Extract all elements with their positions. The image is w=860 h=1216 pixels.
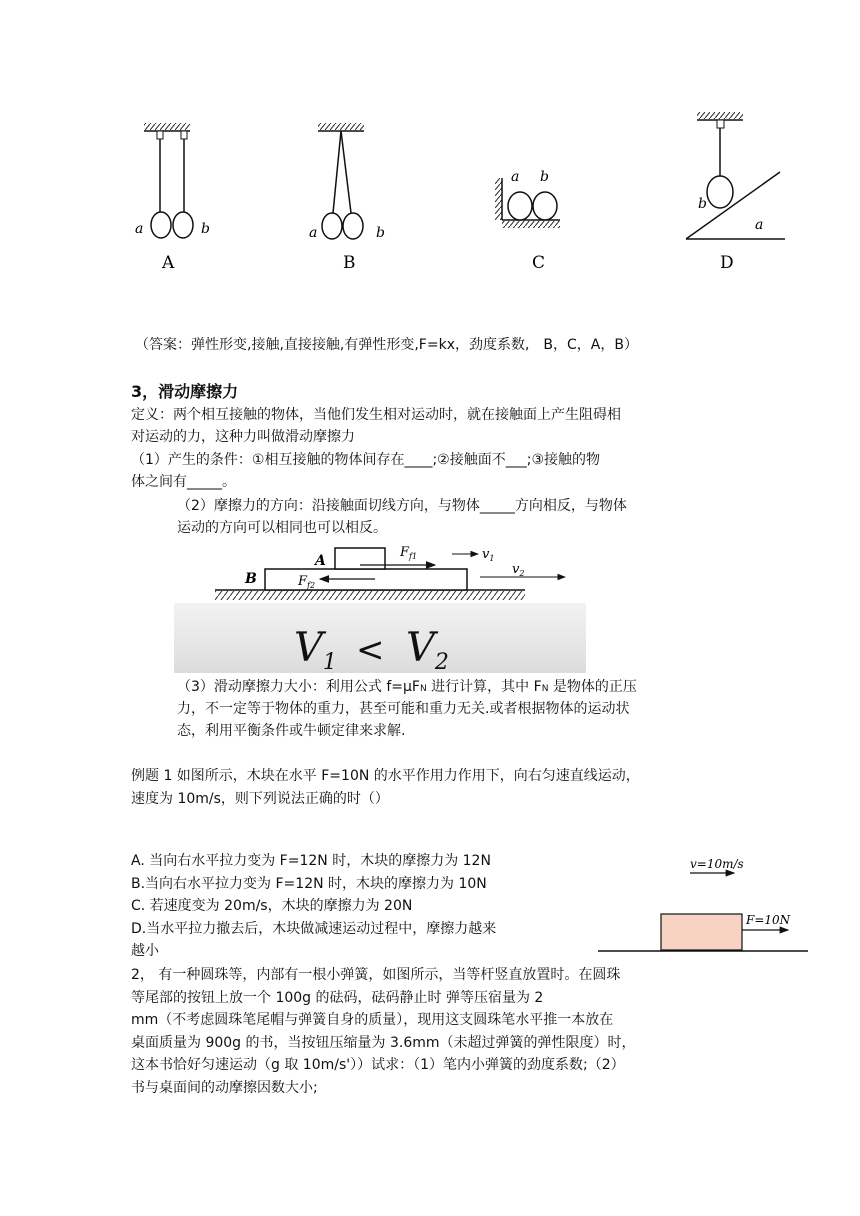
ground	[215, 591, 525, 600]
problem2-line-2: 等尾部的按钮上放一个 100g 的砝码，砝码静止时 弹等压宿量为 2	[131, 990, 544, 1006]
panel-a-diagram	[135, 123, 210, 273]
example1-option-c: C. 若速度变为 20m/s，木块的摩擦力为 20N	[131, 898, 413, 914]
label-b: b	[376, 225, 385, 241]
problem2-line-3: mm（不考虑圆珠笔尾帽与弹簧自身的质量），现用这支圆珠笔水平推一本放在	[131, 1012, 614, 1028]
answer-line: （答案：弹性形变,接触,直接接触,有弹性形变,F=kx，劲度系数, B，C，A，B）	[135, 337, 638, 353]
problem2-line-1: 2， 有一种圆珠等，内部有一根小弹簧，如图所示，当等杆竖直放置时。在圆珠	[131, 967, 621, 983]
velocity-label-v1: $v_1$	[482, 547, 495, 563]
label-a: a	[135, 221, 144, 237]
problem2-line-6: 书与桌面间的动摩擦因数大小;	[131, 1080, 318, 1096]
clamp-a-right	[181, 131, 187, 139]
svg-text:V1: $V_1$	[294, 625, 337, 673]
svg-text:V2: $V_2$	[406, 625, 449, 673]
example1-option-b: B.当向右水平拉力变为 F=12N 时，木块的摩擦力为 10N	[131, 876, 487, 892]
item2-line-2: 运动的方向可以相同也可以相反。	[177, 520, 387, 536]
label-b: b	[201, 221, 210, 237]
item1-line-2: 体之间有_____。	[131, 474, 236, 490]
friction-label-f2: $F_{f2}$	[298, 574, 316, 590]
ball-a-right	[173, 212, 193, 238]
floor-c	[502, 221, 560, 228]
ball-b-right	[343, 213, 363, 239]
pulled-block-figure	[596, 848, 810, 958]
panel-b-diagram	[309, 123, 385, 273]
label-b: b	[540, 169, 549, 185]
clamp-a-left	[157, 131, 163, 139]
panel-label-c: C	[532, 253, 546, 273]
example1-option-d: D.当水平拉力撤去后，木块做减速运动过程中，摩擦力越来	[131, 921, 497, 937]
example1-stem-2: 速度为 10m/s，则下列说法正确的时（）	[131, 791, 389, 807]
velocity-comparison-panel	[174, 603, 586, 673]
example1-stem-1: 例题 1 如图所示，木块在水平 F=10N 的水平作用力作用下，向右匀速直线运动，	[131, 768, 640, 784]
item2-line-1: （2）摩擦力的方向：沿接触面切线方向，与物体_____方向相反，与物体	[177, 498, 627, 514]
velocity-inequality	[174, 603, 586, 673]
ceiling-b	[318, 123, 364, 130]
velocity-label: v=10m/s	[690, 857, 744, 871]
label-a: a	[511, 169, 520, 185]
block-b-label: B	[245, 571, 257, 587]
wooden-block	[661, 914, 742, 950]
friction-label-f1: $F_{f1}$	[400, 545, 418, 561]
panel-d-diagram	[686, 112, 785, 273]
ceiling-a	[144, 123, 190, 130]
ball-c-right	[533, 192, 557, 220]
ball-d	[707, 176, 733, 208]
problem2-line-5: 这本书恰好匀速运动（g 取 10m/s'））试求：（1）笔内小弹簧的劲度系数;（2）	[131, 1057, 625, 1073]
velocity-label-v2: $v_2$	[512, 562, 525, 578]
panel-c-diagram	[495, 169, 560, 273]
ball-c-left	[508, 192, 532, 220]
item3-line-1: （3）滑动摩擦力大小：利用公式 f=μFN 进行计算，其中 FN 是物体的正压	[177, 679, 637, 695]
panel-label-b: B	[343, 253, 356, 273]
label-a: a	[309, 225, 318, 241]
ball-a-left	[151, 212, 171, 238]
force-label: F=10N	[746, 913, 791, 927]
item3-line-2: 力，不一定等于物体的重力，甚至可能和重力无关.或者根据物体的运动状	[177, 701, 630, 717]
balls-contact-figure	[120, 100, 800, 280]
label-b: b	[698, 196, 707, 212]
item3-line-3: 态，利用平衡条件或牛顿定律来求解.	[177, 723, 406, 739]
svg-text:<: <	[356, 630, 385, 670]
panel-label-d: D	[720, 253, 734, 273]
section-heading: 3，滑动摩擦力	[131, 382, 239, 401]
definition-line-2: 对运动的力，这种力叫做滑动摩擦力	[131, 429, 355, 445]
label-a: a	[755, 217, 764, 233]
example1-option-a: A. 当向右水平拉力变为 F=12N 时，木块的摩擦力为 12N	[131, 853, 491, 869]
block-a-label: A	[315, 553, 326, 569]
ceiling-d	[697, 112, 743, 119]
panel-label-a: A	[162, 253, 175, 273]
item1-line-1: （1）产生的条件：①相互接触的物体间存在____;②接触面不___;③接触的物	[131, 452, 600, 468]
wall-c	[495, 178, 502, 220]
sliding-blocks-figure	[200, 540, 590, 602]
clamp-d	[717, 120, 724, 128]
problem2-line-4: 桌面质量为 900g 的书，当按钮压缩量为 3.6mm（未超过弹簧的弹性限度）时，	[131, 1035, 636, 1051]
definition-line-1: 定义：两个相互接触的物体，当他们发生相对运动时，就在接触面上产生阻碍相	[131, 407, 621, 423]
ball-b-left	[322, 213, 342, 239]
block-a	[335, 548, 385, 569]
example1-option-d-cont: 越小	[131, 943, 159, 959]
